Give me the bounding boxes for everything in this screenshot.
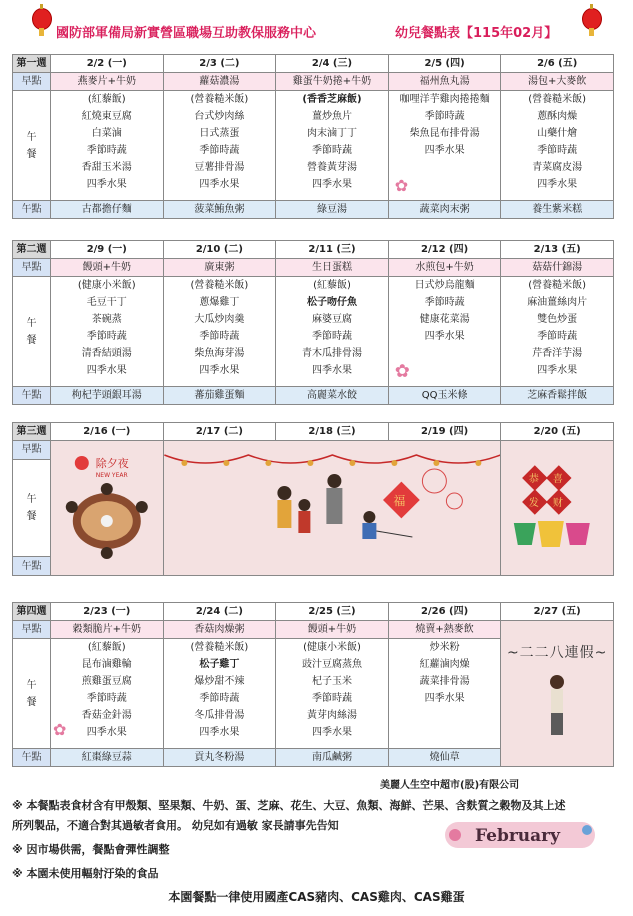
afternoon-snack: 菠菜鮪魚粥 (163, 201, 276, 219)
date: 2/9 (一) (51, 241, 164, 259)
date: 2/24 (二) (163, 603, 276, 621)
morning-label: 早點 (13, 621, 51, 639)
date: 2/12 (四) (388, 241, 501, 259)
note-allergy-notice: 所列製品，不適合對其過敏者食用。 幼兒如有過敏 家長請事先告知 (12, 819, 339, 832)
menu-title: 幼兒餐點表【115年02月】 (395, 26, 558, 41)
lantern-icon (32, 8, 52, 30)
lunch-cell: (營養糙米飯) 蔥酥肉燥 山藥什燴 季節時蔬 青菜腐皮湯 四季水果 (501, 91, 614, 201)
afternoon-snack: 養生紫米糕 (501, 201, 614, 219)
week-3-table (12, 422, 614, 576)
flower-icon: ✿ (394, 176, 409, 195)
date: 2/16 (一) (51, 423, 164, 441)
february-text: February (475, 826, 561, 846)
morning-snack: 燒賣+熱麥飲 (388, 621, 501, 639)
afternoon-snack: 南瓜鹹粥 (276, 749, 389, 767)
lunch-cell: (營養糙米飯) 台式炒肉絲 日式蒸蛋 季節時蔬 豆薯排骨湯 四季水果 (163, 91, 276, 201)
week-4-table (12, 602, 614, 767)
greeting-image (501, 441, 614, 576)
afternoon-label: 午點 (13, 201, 51, 219)
morning-label: 早點 (13, 441, 51, 460)
afternoon-snack: 綠豆湯 (276, 201, 389, 219)
note-market: ※ 因市場供需，餐點會彈性調整 (12, 843, 170, 856)
morning-label: 早點 (13, 73, 51, 91)
week-2-table (12, 240, 614, 405)
greet-char: 恭 (529, 474, 540, 485)
week-label: 第二週 (13, 241, 51, 259)
morning-snack: 香菇肉燥粥 (163, 621, 276, 639)
week-label: 第四週 (13, 603, 51, 621)
date: 2/18 (三) (276, 423, 389, 441)
date: 2/25 (三) (276, 603, 389, 621)
date: 2/5 (四) (388, 55, 501, 73)
family-fireworks-illustration (164, 441, 501, 569)
morning-snack: 菇菇什錦湯 (501, 259, 614, 277)
date: 2/17 (二) (163, 423, 276, 441)
date: 2/20 (五) (501, 423, 614, 441)
afternoon-snack: 蔬菜肉末粥 (388, 201, 501, 219)
supplier-name: 美麗人生空中超市(股)有限公司 (380, 780, 520, 791)
morning-snack: 福州魚丸湯 (388, 73, 501, 91)
new-year-en-text: NEW YEAR (95, 472, 128, 479)
fu-character: 福 (392, 494, 405, 508)
morning-snack: 湯包+大麥飲 (501, 73, 614, 91)
afternoon-snack: 枸杞芋頭銀耳湯 (51, 387, 164, 405)
new-year-eve-image (51, 441, 164, 576)
date: 2/10 (二) (163, 241, 276, 259)
greeting-cakes-illustration (501, 441, 613, 569)
lunch-cell: 咖哩洋芋雞肉捲捲麵 季節時蔬 柴魚昆布排骨湯 四季水果 ✿ (388, 91, 501, 201)
date: 2/27 (五) (501, 603, 614, 621)
morning-snack: 水煎包+牛奶 (388, 259, 501, 277)
afternoon-label: 午點 (13, 749, 51, 767)
morning-snack: 饅頭+牛奶 (276, 621, 389, 639)
lunch-label: 午 餐 (13, 639, 51, 749)
afternoon-snack: 紅棗綠豆蒜 (51, 749, 164, 767)
afternoon-label: 午點 (13, 557, 51, 576)
note-radiation: ※ 本園未使用輻射汙染的食品 (12, 867, 159, 880)
date: 2/6 (五) (501, 55, 614, 73)
morning-snack: 生日蛋糕 (276, 259, 389, 277)
afternoon-snack: 高麗菜水餃 (276, 387, 389, 405)
center-name: 國防部軍備局新實營區職場互助教保服務中心 (56, 26, 317, 41)
lantern-icon (582, 8, 602, 30)
greet-char: 财 (553, 498, 564, 509)
lunch-label: 午 餐 (13, 91, 51, 201)
date: 2/23 (一) (51, 603, 164, 621)
lunch-cell: (營養糙米飯) 麻油薑絲肉片 雙色炒蛋 季節時蔬 芹香洋芋湯 四季水果 (501, 277, 614, 387)
lunch-cell: (香香芝麻飯) 薑炒魚片 肉末滷丁丁 季節時蔬 營養黃芽湯 四季水果 (276, 91, 389, 201)
lunch-cell: (紅藜飯) 松子吻仔魚 麻婆豆腐 季節時蔬 青木瓜排骨湯 四季水果 (276, 277, 389, 387)
greet-char: 发 (529, 498, 540, 509)
date: 2/26 (四) (388, 603, 501, 621)
new-year-eve-text: 除夕夜 (95, 457, 129, 470)
afternoon-snack: 蕃茄雞蛋麵 (163, 387, 276, 405)
lunch-cell: (營養糙米飯) 蔥爆雞丁 大瓜炒肉羹 季節時蔬 柴魚海芽湯 四季水果 (163, 277, 276, 387)
flower-icon: ✿ (394, 361, 410, 382)
lunch-cell: (健康小米飯) 毛豆干丁 茶碗蒸 季節時蔬 清香結頭湯 四季水果 (51, 277, 164, 387)
afternoon-snack: QQ玉米條 (388, 387, 501, 405)
reunion-dinner-illustration (51, 441, 163, 569)
afternoon-snack: 芝麻香鬆拌飯 (501, 387, 614, 405)
lunch-label: 午 餐 (13, 277, 51, 387)
afternoon-label: 午點 (13, 387, 51, 405)
date: 2/19 (四) (388, 423, 501, 441)
morning-snack: 雞蛋牛奶捲+牛奶 (276, 73, 389, 91)
lunch-cell: (營養糙米飯) 松子雞丁 爆炒甜不辣 季節時蔬 冬瓜排骨湯 四季水果 (163, 639, 276, 749)
lunch-label: 午 餐 (13, 459, 51, 556)
morning-snack: 饅頭+牛奶 (51, 259, 164, 277)
date: 2/2 (一) (51, 55, 164, 73)
holiday-label: ~二二八連假~ (506, 645, 608, 661)
february-badge (445, 818, 595, 852)
family-celebration-image (163, 441, 501, 576)
greet-char: 喜 (553, 474, 564, 485)
date: 2/4 (三) (276, 55, 389, 73)
lunch-cell: 日式炒烏龍麵 季節時蔬 健康花菜湯 四季水果 ✿ (388, 277, 501, 387)
lunch-cell: (紅藜飯) 昆布滷雞輪 煎雞蛋豆腐 季節時蔬 香菇金針湯 四季水果 ✿ (51, 639, 164, 749)
morning-snack: 燕麥片+牛奶 (51, 73, 164, 91)
footer-note: 本園餐點一律使用國產CAS豬肉、CAS雞肉、CAS雞蛋 (168, 890, 465, 904)
morning-label: 早點 (13, 259, 51, 277)
header (0, 0, 633, 50)
week-label: 第三週 (13, 423, 51, 441)
lunch-cell: 炒米粉 紅蘿滷肉燥 蔬菜排骨湯 四季水果 (388, 639, 501, 749)
week-label: 第一週 (13, 55, 51, 73)
morning-snack: 穀類脆片+牛奶 (51, 621, 164, 639)
date: 2/13 (五) (501, 241, 614, 259)
note-allergen: ※ 本餐點表食材含有甲殼類、堅果類、牛奶、蛋、芝麻、花生、大豆、魚類、海鮮、芒果、含麩質之穀物及其上述 (12, 799, 566, 812)
lunch-cell: (健康小米飯) 豉汁豆腐蒸魚 杞子玉米 季節時蔬 黃芽肉絲湯 四季水果 (276, 639, 389, 749)
afternoon-snack: 貢丸冬粉湯 (163, 749, 276, 767)
date: 2/3 (二) (163, 55, 276, 73)
afternoon-snack: 古都擔仔麵 (51, 201, 164, 219)
morning-snack: 廣東粥 (163, 259, 276, 277)
morning-snack: 蘿菇濃湯 (163, 73, 276, 91)
holiday-cell (501, 621, 614, 767)
afternoon-snack: 燒仙草 (388, 749, 501, 767)
date: 2/11 (三) (276, 241, 389, 259)
lunch-cell: (紅藜飯) 紅燒東豆腐 白菜滷 季節時蔬 香甜玉米湯 四季水果 (51, 91, 164, 201)
flower-icon: ✿ (53, 720, 67, 739)
girl-illustration (537, 672, 577, 740)
week-1-table (12, 54, 614, 219)
